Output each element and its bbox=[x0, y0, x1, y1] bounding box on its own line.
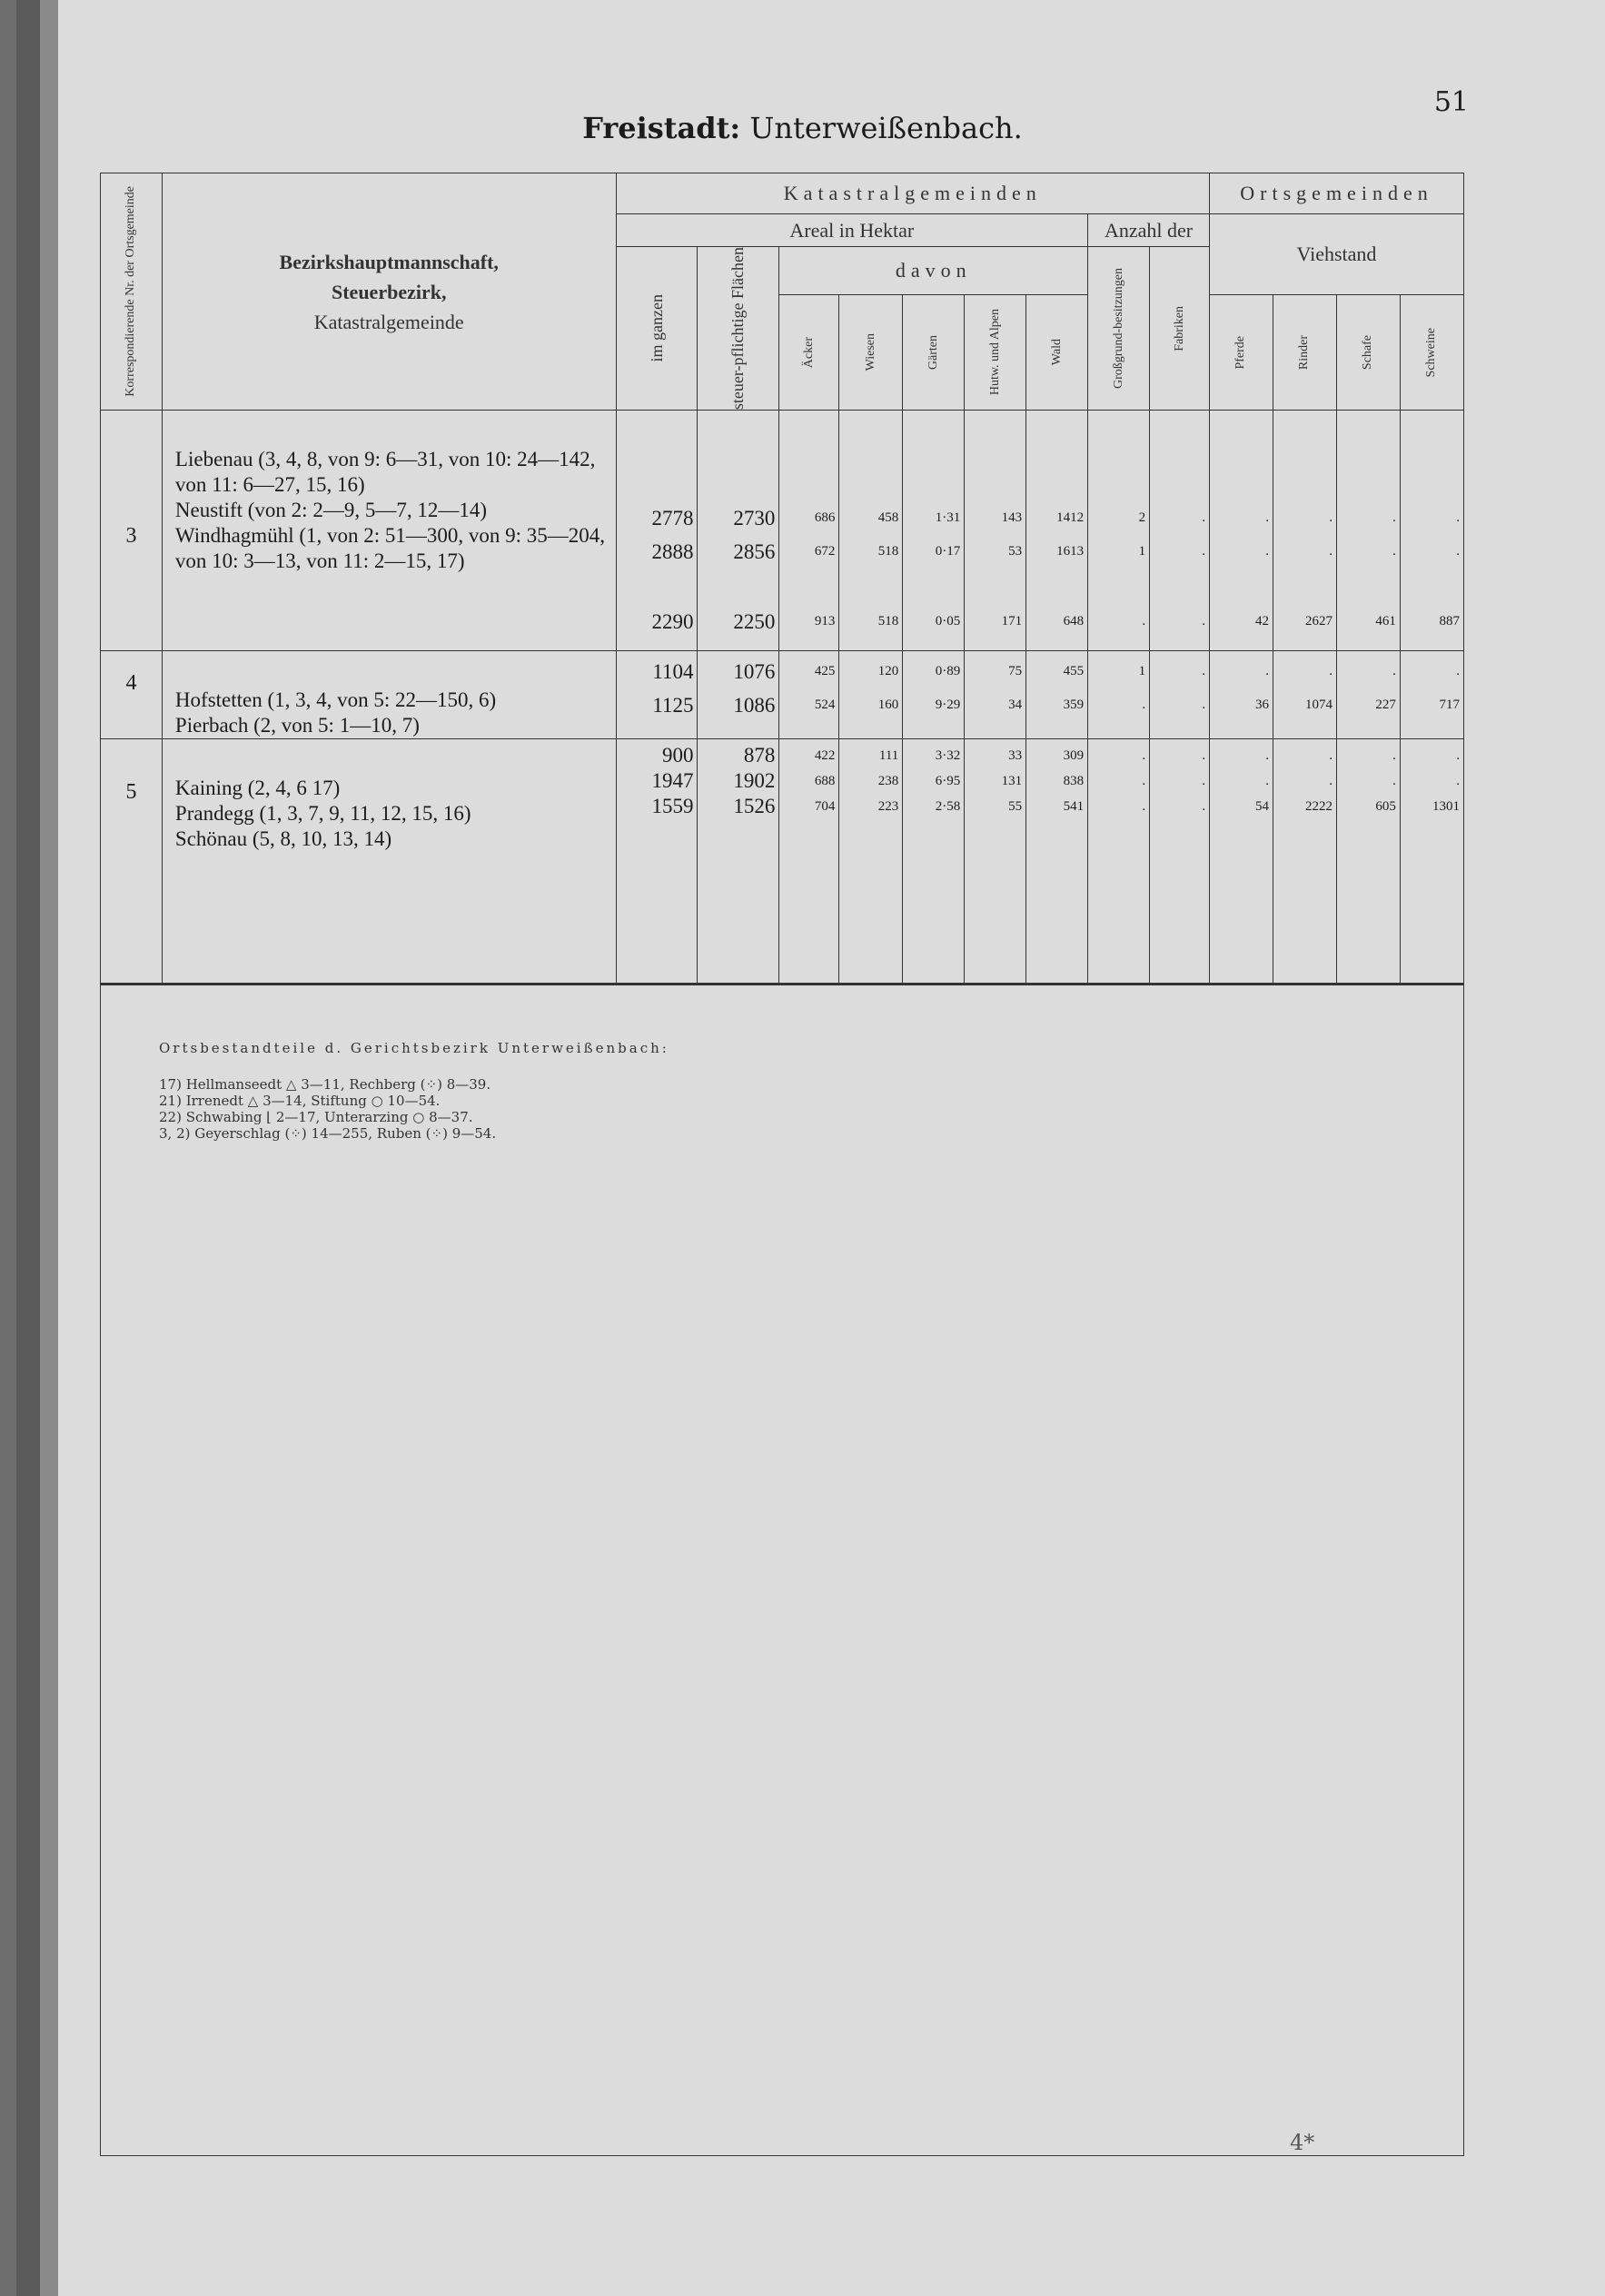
header-bezirk-line3: Katastralgemeinde bbox=[313, 310, 464, 333]
cell-gaerten: 0·89 9·29 bbox=[903, 651, 965, 739]
cell-pferde: . . 54 bbox=[1210, 739, 1273, 985]
cell-im-ganzen: 1104 1125 bbox=[616, 651, 698, 739]
footnote-line: 3, 2) Geyerschlag (⁘) 14—255, Ruben (⁘) 9—54. bbox=[159, 1125, 497, 1142]
running-head-district: Freistadt: bbox=[582, 111, 741, 145]
cell-wiesen: 120 160 bbox=[839, 651, 903, 739]
footnotes-title: Ortsbestandteile d. Gerichtsbezirk Unterweißenbach: bbox=[159, 1040, 669, 1056]
header-areal: Areal in Hektar bbox=[616, 214, 1088, 247]
cell-rinder: . . 2222 bbox=[1273, 739, 1336, 985]
header-bezirk-line1: Bezirkshauptmannschaft, bbox=[279, 250, 499, 273]
name-line: Hofstetten (1, 3, 4, von 5: 22—150, 6) bbox=[174, 688, 497, 712]
running-head bbox=[0, 111, 1605, 145]
col-rinder: Rinder bbox=[1273, 294, 1336, 410]
cell-schafe: . . 461 bbox=[1336, 411, 1400, 651]
cell-wiesen: 111 238 223 bbox=[839, 739, 903, 985]
group-nr: 4 bbox=[101, 651, 163, 739]
footnotes bbox=[159, 1040, 669, 1142]
table-row-group-5 bbox=[101, 739, 1464, 985]
col-fabriken: Fabriken bbox=[1150, 247, 1210, 411]
name-line: Windhagmühl (1, von 2: 51—300, von 9: 35—204, von 10: 3—13, von 11: 2—15, 17) bbox=[174, 524, 606, 573]
cell-gaerten: 3·32 6·95 2·58 bbox=[903, 739, 965, 985]
cell-aecker: 422 688 704 bbox=[779, 739, 839, 985]
name-line: Schönau (5, 8, 10, 13, 14) bbox=[174, 827, 392, 851]
printer-signature: 4* bbox=[1290, 2130, 1315, 2155]
cell-wald: 1412 1613 648 bbox=[1026, 411, 1088, 651]
cell-im-ganzen: 900 1947 1559 bbox=[616, 739, 698, 985]
col-schafe: Schafe bbox=[1336, 294, 1400, 410]
table-row-group-4 bbox=[101, 651, 1464, 739]
col-hutweiden: Hutw. und Alpen bbox=[965, 294, 1026, 410]
cell-rinder: . 1074 bbox=[1273, 651, 1336, 739]
cell-pferde: . 36 bbox=[1210, 651, 1273, 739]
col-im-ganzen: im ganzen bbox=[616, 247, 698, 411]
cell-aecker: 425 524 bbox=[779, 651, 839, 739]
cell-fabriken: . . bbox=[1150, 651, 1210, 739]
cell-aecker: 686 672 913 bbox=[779, 411, 839, 651]
header-bezirk bbox=[162, 173, 616, 411]
header-ortsgemeinden: Ortsgemeinden bbox=[1210, 173, 1464, 214]
cell-wald: 309 838 541 bbox=[1026, 739, 1088, 985]
col-wiesen: Wiesen bbox=[839, 294, 903, 410]
header-bezirk-line2: Steuerbezirk, bbox=[332, 280, 447, 303]
table-footer-area bbox=[101, 985, 1464, 2156]
cell-pferde: . . 42 bbox=[1210, 411, 1273, 651]
header-viehstand: Viehstand bbox=[1210, 214, 1464, 295]
running-head-court: Unterweißenbach. bbox=[749, 111, 1023, 145]
cell-grossgrund: . . . bbox=[1088, 739, 1150, 985]
cell-steuer: 878 1902 1526 bbox=[698, 739, 779, 985]
cell-steuer: 2730 2856 2250 bbox=[698, 411, 779, 651]
col-grossgrund: Großgrund-besitzungen bbox=[1088, 247, 1150, 411]
cell-grossgrund: 2 1 . bbox=[1088, 411, 1150, 651]
cell-wiesen: 458 518 518 bbox=[839, 411, 903, 651]
cell-schafe: . . 605 bbox=[1336, 739, 1400, 985]
col-pferde: Pferde bbox=[1210, 294, 1273, 410]
cell-gaerten: 1·31 0·17 0·05 bbox=[903, 411, 965, 651]
cell-hutweiden: 33 131 55 bbox=[965, 739, 1026, 985]
page-number: 51 bbox=[1433, 86, 1469, 118]
col-wald: Wald bbox=[1026, 294, 1088, 410]
col-schweine: Schweine bbox=[1400, 294, 1463, 410]
footnote-line: 21) Irrenedt △ 3—14, Stiftung ○ 10—54. bbox=[159, 1093, 441, 1109]
binding-strip bbox=[40, 0, 58, 2296]
col-aecker: Äcker bbox=[779, 294, 839, 410]
name-line: Prandegg (1, 3, 7, 9, 11, 12, 15, 16) bbox=[174, 802, 471, 826]
cell-rinder: . . 2627 bbox=[1273, 411, 1336, 651]
header-anzahl: Anzahl der bbox=[1088, 214, 1210, 247]
cell-hutweiden: 75 34 bbox=[965, 651, 1026, 739]
cell-schweine: . 717 bbox=[1400, 651, 1463, 739]
header-nr: Korrespondierende Nr. der Ortsgemeinde bbox=[101, 173, 163, 411]
col-steuerpflichtig: steuer-pflichtige Flächen bbox=[698, 247, 779, 411]
name-line: Kaining (2, 4, 6 17) bbox=[174, 777, 341, 800]
cell-grossgrund: 1 . bbox=[1088, 651, 1150, 739]
group-nr: 3 bbox=[101, 411, 163, 651]
cell-fabriken: . . . bbox=[1150, 411, 1210, 651]
cell-fabriken: . . . bbox=[1150, 739, 1210, 985]
cell-schafe: . 227 bbox=[1336, 651, 1400, 739]
cell-schweine: . . 887 bbox=[1400, 411, 1463, 651]
statistics-table bbox=[100, 173, 1464, 2156]
group-names bbox=[162, 411, 616, 651]
col-gaerten: Gärten bbox=[903, 294, 965, 410]
group-names bbox=[162, 651, 616, 739]
header-katastralgemeinden: Katastralgemeinden bbox=[616, 173, 1209, 214]
footnote-line: 17) Hellmanseedt △ 3—11, Rechberg (⁘) 8—39. bbox=[159, 1076, 491, 1093]
cell-wald: 455 359 bbox=[1026, 651, 1088, 739]
name-line: Neustift (von 2: 2—9, 5—7, 12—14) bbox=[174, 499, 487, 522]
table-row-group-3 bbox=[101, 411, 1464, 651]
cell-im-ganzen: 2778 2888 2290 bbox=[616, 411, 698, 651]
cell-steuer: 1076 1086 bbox=[698, 651, 779, 739]
group-nr: 5 bbox=[101, 739, 163, 985]
group-names bbox=[162, 739, 616, 985]
footnote-line: 22) Schwabing ⌊ 2—17, Unterarzing ○ 8—37. bbox=[159, 1109, 473, 1125]
cell-schweine: . . 1301 bbox=[1400, 739, 1463, 985]
header-davon: davon bbox=[779, 247, 1088, 295]
name-line: Liebenau (3, 4, 8, von 9: 6—31, von 10: 24—142, von 11: 6—27, 15, 16) bbox=[174, 448, 596, 497]
cell-hutweiden: 143 53 171 bbox=[965, 411, 1026, 651]
name-line: Pierbach (2, von 5: 1—10, 7) bbox=[174, 714, 420, 737]
